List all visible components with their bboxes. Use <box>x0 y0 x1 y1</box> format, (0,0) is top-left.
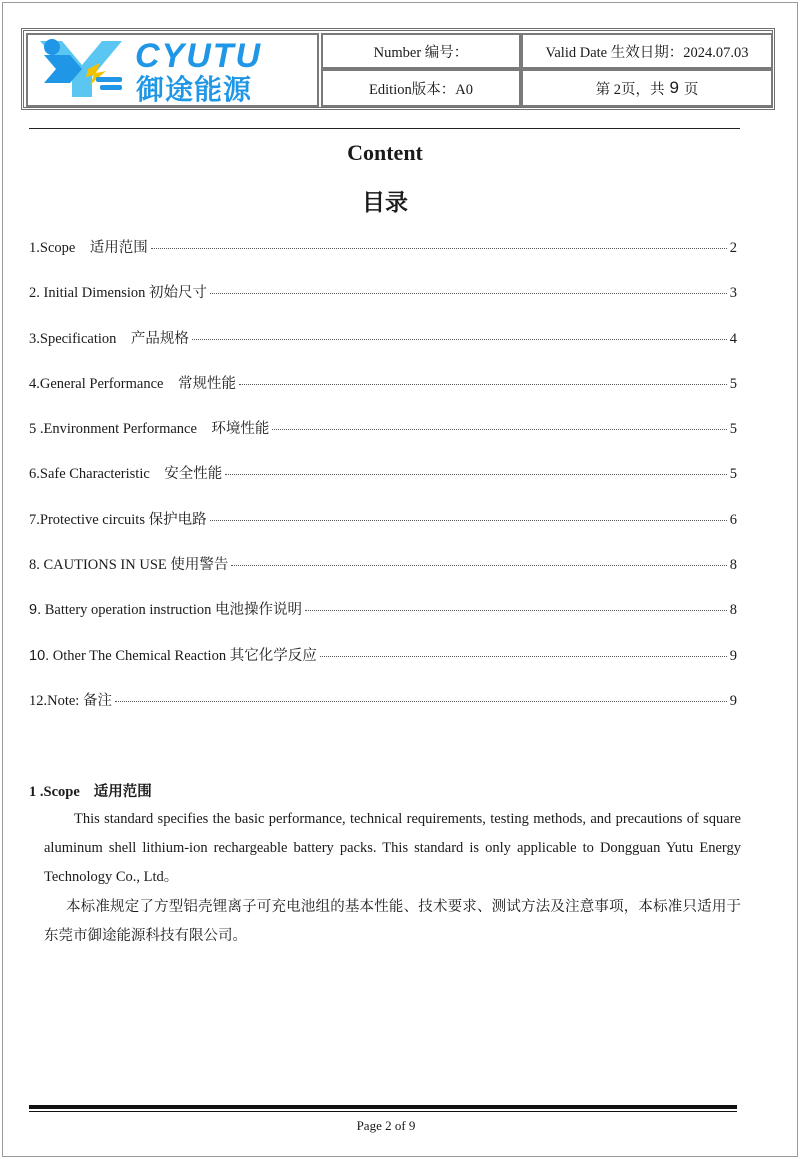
toc-entry-page: 5 <box>729 421 737 437</box>
toc-leader-dots <box>239 384 727 385</box>
toc-entry-number: 9. <box>29 602 42 618</box>
scope-paragraph-en: This standard specifies the basic performance, technical requirements, testing methods, and precautions of square aluminum shell lithium-ion rechargeable battery packs. This standard is only applicable to Dongguan Yutu Energy Technology Co., Ltd。 <box>44 811 741 885</box>
valid-date-cell <box>521 33 773 69</box>
toc-entry-label: 7.Protective circuits 保护电路 <box>29 512 207 528</box>
toc-entry-chemical-reaction[interactable] <box>29 644 737 665</box>
toc-leader-dots <box>210 293 727 294</box>
toc-entry-page: 5 <box>729 466 737 482</box>
toc-entry-page: 9 <box>729 693 737 709</box>
toc-entry-scope[interactable] <box>29 236 737 257</box>
toc-entry-page: 8 <box>729 602 737 618</box>
toc-leader-dots <box>305 610 727 611</box>
toc-entry-general-performance[interactable] <box>29 372 737 393</box>
toc-entry-cautions-in-use[interactable] <box>29 553 737 574</box>
document-header-table <box>21 28 775 110</box>
toc-entry-page: 4 <box>729 331 737 347</box>
scope-section-heading <box>29 780 152 801</box>
toc-entry-initial-dimension[interactable] <box>29 281 737 302</box>
toc-entry-number: 10. <box>29 648 50 664</box>
company-logo <box>26 33 319 107</box>
toc-entry-label: 12.Note: 备注 <box>29 693 112 709</box>
toc-entry-page: 8 <box>729 557 737 573</box>
scope-paragraph-cn: 本标准规定了方型铝壳锂离子可充电池组的基本性能、技术要求、测试方法及注意事项，本标准只适用于东莞市御途能源科技有限公司。 <box>44 899 741 944</box>
page-border <box>2 2 798 1157</box>
toc-entry-page: 5 <box>729 376 737 392</box>
header-page-prefix: 第 2页，共 <box>595 81 665 98</box>
logo-cn-text: 御途能源 <box>136 73 253 105</box>
toc-leader-dots <box>210 520 727 521</box>
toc-entry-environment-performance[interactable] <box>29 417 737 438</box>
header-page-cell <box>521 69 773 107</box>
toc-entry-page: 6 <box>729 512 737 528</box>
edition-label: Edition版本：A0 <box>369 81 473 98</box>
number-cell <box>321 33 521 69</box>
toc-entry-label <box>29 644 317 665</box>
content-title: Content <box>347 140 423 165</box>
toc-entry-label: 8. CAUTIONS IN USE 使用警告 <box>29 557 229 573</box>
toc-entry-page: 3 <box>729 285 737 301</box>
toc-leader-dots <box>231 565 726 566</box>
toc-leader-dots <box>225 474 726 475</box>
logo-brand-text: CYUTU <box>135 37 263 75</box>
toc-entry-text: Battery operation instruction 电池操作说明 <box>41 602 303 618</box>
content-title-cn: 目录 <box>362 190 408 216</box>
toc-entry-battery-operation[interactable] <box>29 598 737 619</box>
toc-leader-dots <box>151 248 727 249</box>
toc-entry-safe-characteristic[interactable] <box>29 462 737 483</box>
scope-heading-en: 1 .Scope <box>29 784 80 800</box>
footer-divider-thick <box>29 1105 737 1109</box>
header-page-total: 9 <box>669 78 679 97</box>
toc-entry-specification[interactable] <box>29 327 737 348</box>
number-label: Number 编号： <box>373 44 469 61</box>
toc-entry-label: 6.Safe Characteristic 安全性能 <box>29 466 223 482</box>
toc-leader-dots <box>115 701 727 702</box>
toc-entry-label: 1.Scope 适用范围 <box>29 240 148 256</box>
toc-entry-label <box>29 598 302 619</box>
toc-entry-note[interactable] <box>29 689 737 710</box>
toc-entry-protective-circuits[interactable] <box>29 508 737 529</box>
header-divider <box>29 128 740 129</box>
toc-entry-label: 3.Specification 产品规格 <box>29 331 189 347</box>
toc-leader-dots <box>272 429 726 430</box>
toc-entry-label: 2. Initial Dimension 初始尺寸 <box>29 285 208 301</box>
page-footer: Page 2 of 9 <box>356 1118 416 1133</box>
toc-leader-dots <box>320 656 727 657</box>
toc-leader-dots <box>192 339 727 340</box>
header-page-suffix: 页 <box>683 81 699 98</box>
valid-date-label: Valid Date 生效日期：2024.07.03 <box>545 44 749 61</box>
toc-entry-label: 4.General Performance 常规性能 <box>29 376 236 392</box>
scope-heading-cn: 适用范围 <box>93 784 152 800</box>
toc-entry-page: 9 <box>729 648 737 664</box>
cyutu-logo-icon <box>30 35 315 105</box>
toc-entry-label: 5 .Environment Performance 环境性能 <box>29 421 270 437</box>
toc-entry-text: Other The Chemical Reaction 其它化学反应 <box>49 648 317 664</box>
toc-entry-page: 2 <box>729 240 737 256</box>
footer-divider-thin <box>29 1111 737 1112</box>
edition-cell <box>321 69 521 107</box>
